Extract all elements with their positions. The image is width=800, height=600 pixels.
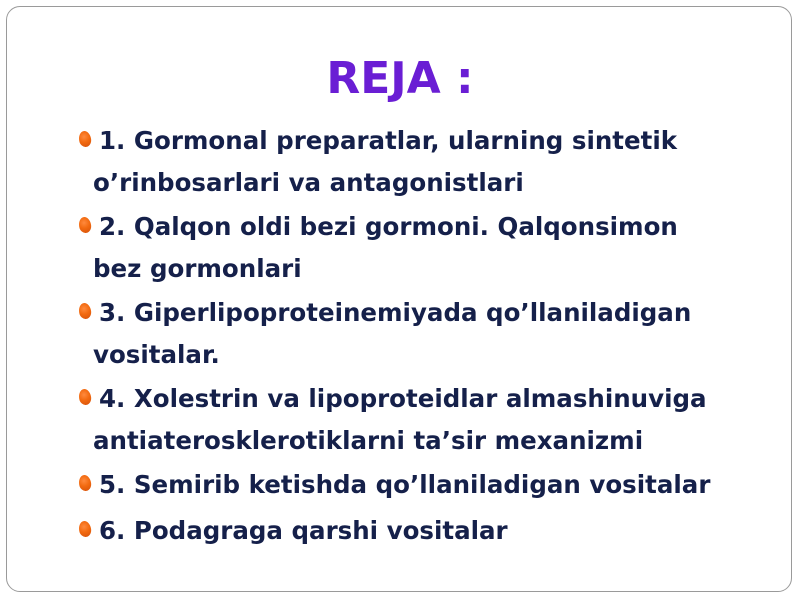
list-item xyxy=(75,205,775,289)
list-item-text-continued: vositalar. xyxy=(93,340,220,369)
list-item-text: 4. Xolestrin va lipoproteidlar almashinuviga xyxy=(99,384,707,413)
list-item xyxy=(75,291,775,375)
bullet-icon xyxy=(78,216,93,234)
bullet-icon xyxy=(78,388,93,406)
list-item xyxy=(75,509,775,553)
bullet-icon xyxy=(78,302,93,320)
list-item xyxy=(75,377,775,461)
list-item-text-continued: antiaterosklerotiklarni ta’sir mexanizmi xyxy=(93,426,644,455)
agenda-list xyxy=(75,119,775,555)
list-item-text: 6. Podagraga qarshi vositalar xyxy=(99,516,508,545)
list-item-text-continued: bez gormonlari xyxy=(93,254,302,283)
bullet-icon xyxy=(78,474,93,492)
list-item-text: 1. Gormonal preparatlar, ularning sintetik xyxy=(99,126,678,155)
bullet-icon xyxy=(78,130,93,148)
list-item xyxy=(75,119,775,203)
slide-title: REJA : xyxy=(326,53,474,104)
list-item-text: 5. Semirib ketishda qo’llaniladigan vositalar xyxy=(99,470,711,499)
list-item-text-continued: o’rinbosarlari va antagonistlari xyxy=(93,168,524,197)
bullet-icon xyxy=(78,520,93,538)
list-item xyxy=(75,463,775,507)
list-item-text: 2. Qalqon oldi bezi gormoni. Qalqonsimon xyxy=(99,212,678,241)
slide xyxy=(6,6,792,592)
list-item-text: 3. Giperlipoproteinemiyada qo’llaniladigan xyxy=(99,298,692,327)
